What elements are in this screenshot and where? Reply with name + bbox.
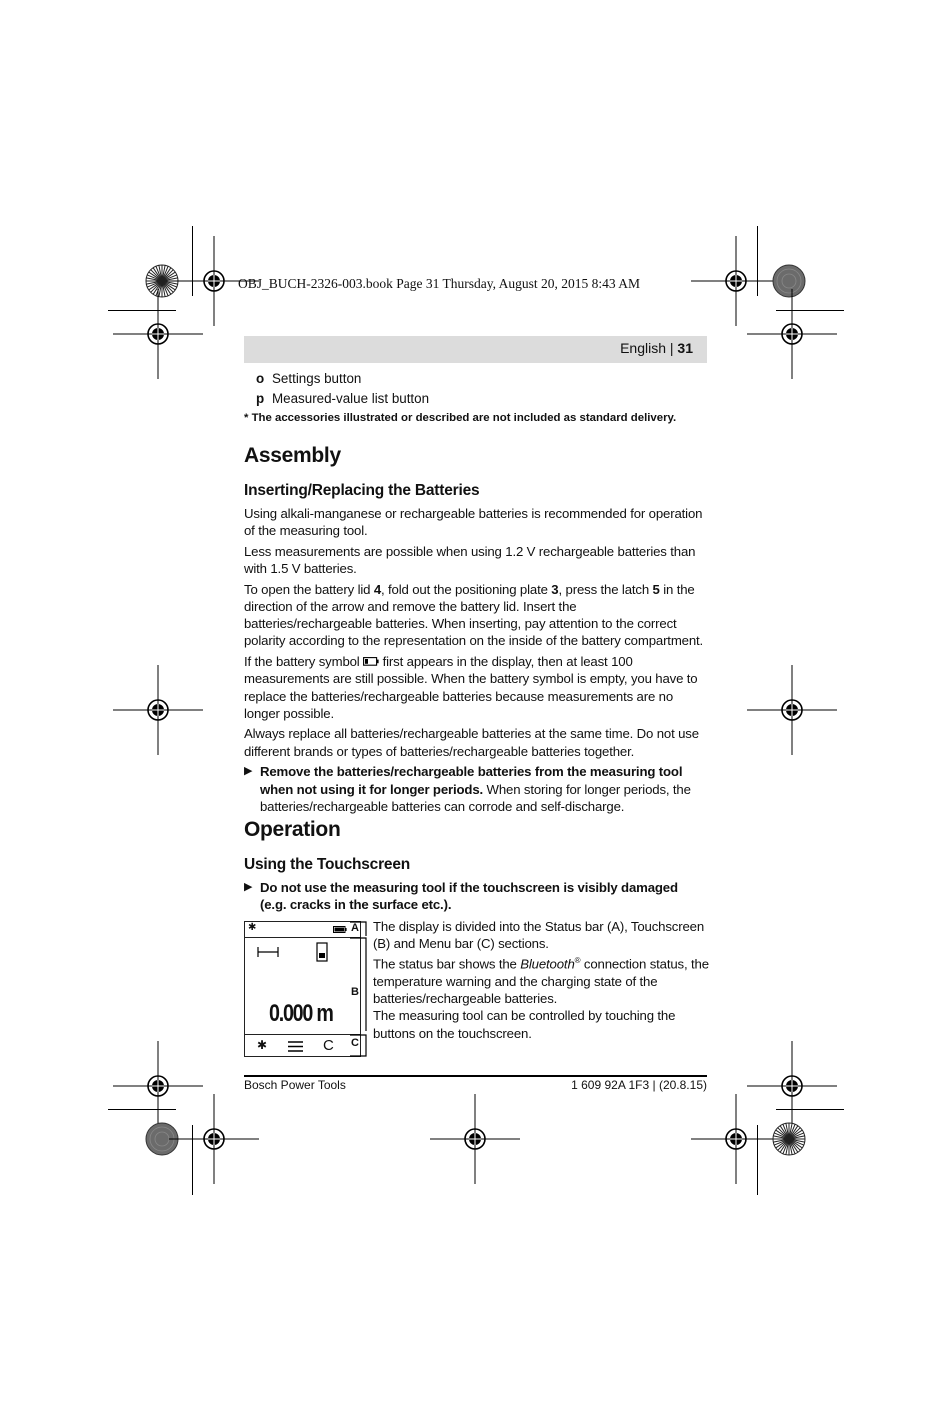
battery-icon <box>333 926 347 933</box>
fig-paragraph: The display is divided into the Status bar (A), Touchscreen (B) and Menu bar (C) sections. <box>373 919 705 952</box>
text-run: , press the latch <box>558 581 653 597</box>
battery-icon <box>363 657 379 666</box>
footer-doc-number: 1 609 92A 1F3 | (20.8.15) <box>571 1078 707 1092</box>
measurement-reading: 0.000 m <box>269 1000 333 1027</box>
footer-rule <box>244 1075 707 1077</box>
bluetooth-term: Bluetooth <box>520 956 575 972</box>
section-label-c: C <box>351 1037 359 1049</box>
reference-point-icon <box>316 942 328 962</box>
clear-icon: C <box>323 1037 334 1054</box>
assembly-heading: Assembly <box>244 444 341 467</box>
footer-publisher: Bosch Power Tools <box>244 1078 346 1092</box>
assembly-paragraph <box>244 653 707 722</box>
legend-item <box>244 369 707 389</box>
registered-mark: ® <box>574 956 581 966</box>
page-number: 31 <box>677 340 693 356</box>
ref-number: 5 <box>652 581 660 597</box>
menu-bar <box>245 1034 360 1057</box>
status-bar <box>245 922 360 938</box>
warning-bold-text: Do not use the measuring tool if the touchscreen is visibly damaged (e.g. cracks in the surface etc.). <box>260 880 678 913</box>
page-header <box>244 336 707 363</box>
text-run: When storing for longer periods, the batteries/rechargeable batteries can corrode and self-discharge. <box>260 781 691 814</box>
assembly-paragraph: Using alkali-manganese or rechargeable batteries is recommended for operation of the measuring tool. <box>244 506 703 539</box>
header-label <box>620 340 693 356</box>
fig-paragraph <box>373 952 709 1007</box>
ref-number: 4 <box>373 581 382 597</box>
bluetooth-icon: ✱ <box>257 1038 268 1052</box>
menu-icon <box>288 1041 303 1052</box>
operation-section <box>244 817 707 917</box>
text-run: To open the battery lid <box>244 581 374 597</box>
text-run: The status bar shows the <box>373 956 521 972</box>
text-run: connection status, the temperature warning and the charging state of the batteries/rechargeable batteries. <box>373 956 709 1007</box>
assembly-paragraph: Less measurements are possible when using 1.2 V rechargeable batteries than with 1.5 V batteries. <box>244 543 696 577</box>
book-info-line: OBJ_BUCH-2326-003.book Page 31 Thursday, August 20, 2015 8:43 AM <box>238 276 641 291</box>
touchscreen-warning <box>244 879 707 913</box>
section-label-a: A <box>351 922 359 934</box>
triangle-bullet-icon: ▶ <box>244 765 253 778</box>
text-run: in the direction of the arrow and remove the battery lid. Insert the batteries/rechargeable batteries. When inserting, pay attention to the correct polarity according to the representation on the inside of the battery compartment. <box>244 581 704 649</box>
legend-key: p <box>256 391 265 406</box>
text-run: If the battery symbol <box>244 654 364 670</box>
batteries-subheading: Inserting/Replacing the Batteries <box>244 482 480 499</box>
display-figure <box>244 921 361 1057</box>
assembly-paragraph: Always replace all batteries/rechargeable batteries at the same time. Do not use different brands or types of batteries/rechargeable batteries together. <box>244 726 699 759</box>
legend-item <box>244 389 707 409</box>
text-run: first appears in the display, then at least 100 measurements are still possible. When the battery symbol is empty, you have to replace the batteries/rechargeable batteries because measurements are no longer possible. <box>244 654 698 721</box>
legend-label: Settings button <box>272 371 362 386</box>
text-run: , fold out the positioning plate <box>381 581 552 597</box>
header-separator: | <box>669 340 674 356</box>
header-language: English <box>620 340 666 356</box>
length-measure-icon <box>257 947 279 957</box>
warning-bold-text: Remove the batteries/rechargeable batteries from the measuring tool when not using it for longer periods. <box>260 764 683 797</box>
section-label-b: B <box>351 986 359 998</box>
figure-description <box>373 918 709 1042</box>
triangle-bullet-icon: ▶ <box>244 881 253 893</box>
legend-key: o <box>256 371 265 386</box>
fig-paragraph: The measuring tool can be controlled by touching the buttons on the touchscreen. <box>373 1008 676 1041</box>
operation-heading: Operation <box>244 818 341 841</box>
battery-warning <box>244 763 707 815</box>
assembly-section <box>244 443 707 818</box>
ref-number: 3 <box>551 581 559 597</box>
accessories-footnote: * The accessories illustrated or described are not included as standard delivery. <box>244 412 677 424</box>
touchscreen-subheading: Using the Touchscreen <box>244 856 411 873</box>
bluetooth-icon: ✱ <box>248 922 257 933</box>
assembly-paragraph <box>244 581 707 650</box>
legend-list <box>244 369 707 426</box>
legend-label: Measured-value list button <box>272 391 430 406</box>
